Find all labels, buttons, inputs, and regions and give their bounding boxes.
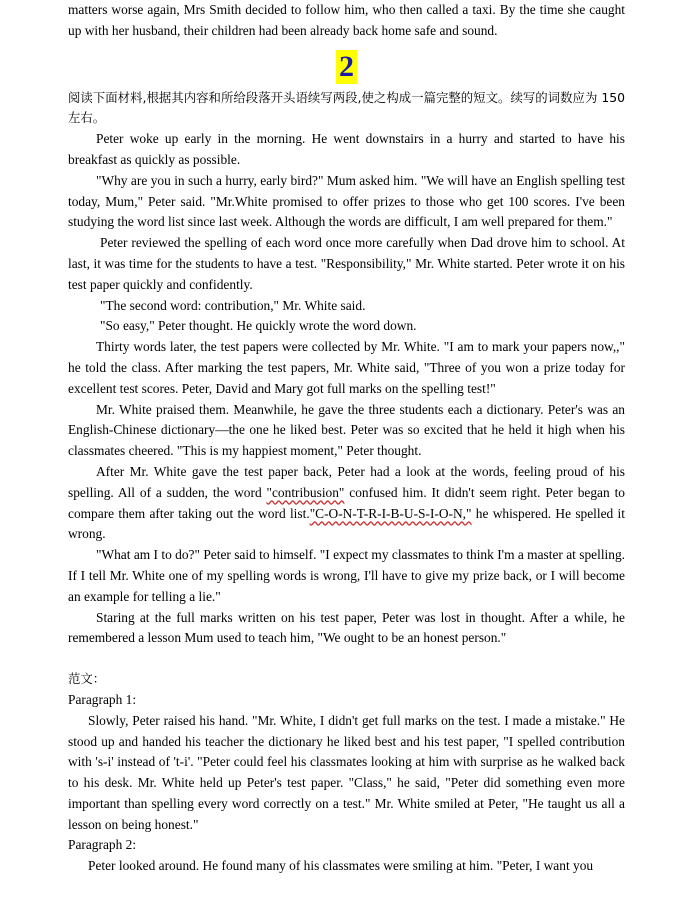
paragraph2-label: Paragraph 2: — [68, 837, 137, 853]
instructions: 阅读下面材料,根据其内容和所给段落开头语续写两段,使之构成一篇完整的短文。续写的词数应为 150 左右。 — [68, 89, 625, 126]
section-number: 2 — [336, 50, 357, 84]
story-paragraph: Thirty words later, the test papers were collected by Mr. White. "I am to mark your papers now,," he told the class. After marking the test papers, Mr. White said, "Three of you won a prize today for excellent test scores. Peter, David and Mary got full marks on the spelling test!" — [68, 339, 625, 396]
story-paragraph: "Why are you in such a hurry, early bird?" Mum asked him. "We will have an English spelling test today, Mum," Peter said. "Mr.White promised to offer prizes to those who get 100 scores. I've been studying the word list since last week. Although the words are difficult, I am well prepared for them." — [68, 172, 625, 230]
story-paragraph: "So easy," Peter thought. He quickly wrote the word down. — [100, 318, 417, 334]
misspelled-word: "contribusion" — [266, 484, 345, 500]
section-number-wrap — [68, 50, 625, 88]
paragraph2-text: Peter looked around. He found many of his classmates were smiling at him. "Peter, I want you — [88, 858, 594, 874]
story-paragraph: Peter woke up early in the morning. He went downstairs in a hurry and started to have his breakfast as quickly as possible. — [68, 131, 625, 167]
story-paragraph: Staring at the full marks written on his test paper, Peter was lost in thought. After a while, he remembered a lesson Mum used to teach him, "We ought to be an honest person." — [68, 609, 625, 646]
spacer — [68, 649, 625, 669]
spelled-out-word: "C-O-N-T-R-I-B-U-S-I-O-N," — [309, 505, 472, 521]
story-paragraph: "The second word: contribution," Mr. White said. — [100, 297, 366, 313]
story-paragraph: Mr. White praised them. Meanwhile, he gave the three students each a dictionary. Peter's was an English-Chinese dictionary—the one he liked best. Peter was so excited that he held it high when his classmates cheered. "This is my happiest moment," Peter thought. — [68, 401, 625, 459]
story-paragraph: "What am I to do?" Peter said to himself. "I expect my classmates to think I'm a master at spelling. If I tell Mr. White one of my spelling words is wrong, I'll have to give my prize back, or I will become an example for telling a lie." — [68, 547, 625, 604]
story-paragraph — [68, 462, 625, 545]
paragraph1-text: Slowly, Peter raised his hand. "Mr. White, I didn't get full marks on the test. I made a mistake." He stood up and handed his teacher the dictionary he liked best and his test paper, "I spelled contribution with 's-i' instead of 't-i'. "Peter could feel his classmates looking at him with surprise as he walked back to his desk. Mr. White held up Peter's test paper. "Class," he said, "Peter did something even more important than spelling every word correctly on a test." Mr. White smiled at Peter, "He taught us all a lesson on being honest." — [68, 712, 625, 832]
story-paragraph: Peter reviewed the spelling of each word once more carefully when Dad drove him to school. At last, it was time for the students to have a test. "Responsibility," Mr. White started. Peter wrote it on his test paper quickly and confidently. — [68, 235, 625, 292]
document-body — [68, 0, 625, 877]
paragraph1-label: Paragraph 1: — [68, 691, 137, 707]
story-text: confused him. It didn't seem right. Peter began to compare them after taking out the word list. — [68, 484, 625, 521]
previous-text: matters worse again, Mrs Smith decided to follow him, who then called a taxi. By the time she caught up with her husband, their children had been already back home safe and sound. — [68, 2, 625, 38]
story-text: After Mr. White gave the test paper back, Peter had a look at the words, feeling proud of his spelling. All of a sudden, the word — [68, 463, 625, 500]
story-text: he whispered. He spelled it wrong. — [68, 505, 625, 542]
model-label: 范文： — [68, 671, 106, 687]
